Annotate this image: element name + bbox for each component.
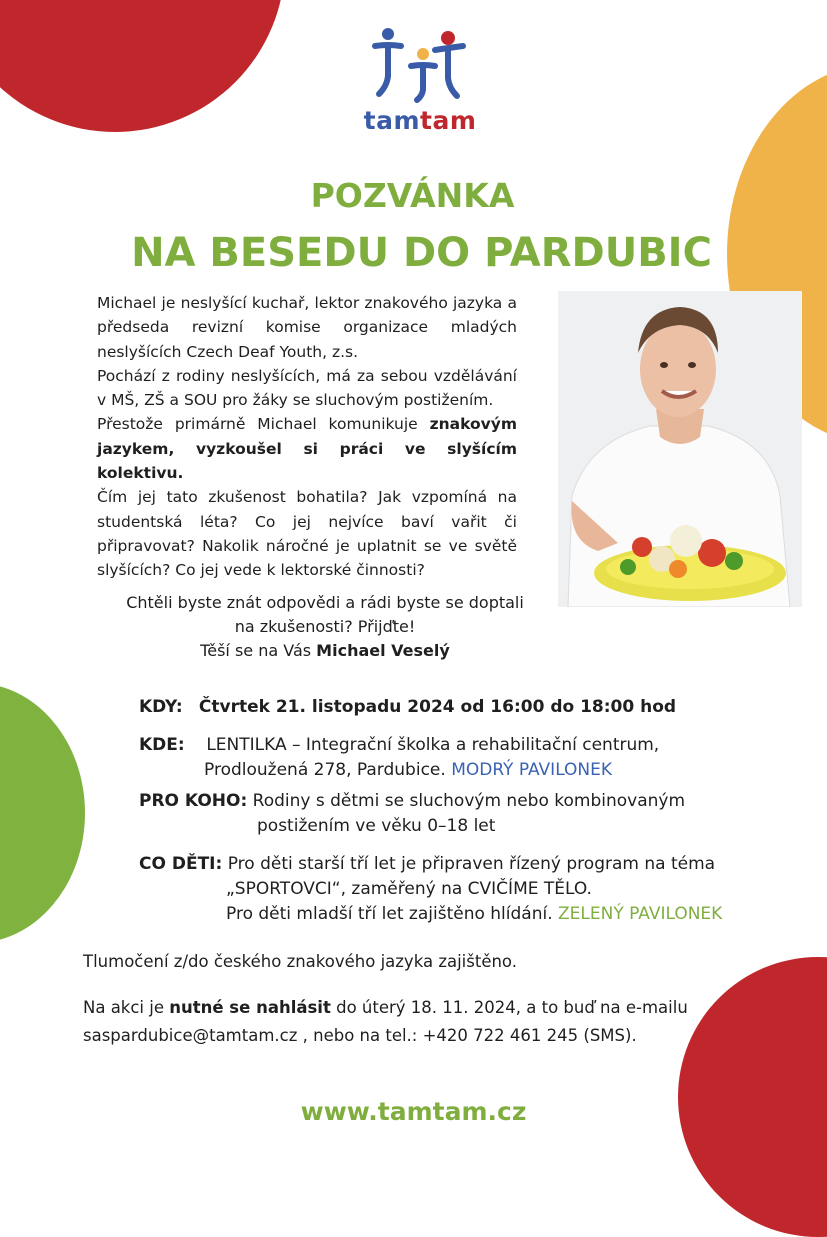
children-line-3: Pro děti mladší tří let zajištěno hlídání. xyxy=(226,904,559,924)
bio-paragraph-3: Přestože primárně Michael komunikuje znakovým jazykem, vyzkoušel si práci ve slyšícím kolektivu. xyxy=(97,415,517,483)
decor-circle-red-top-left xyxy=(0,0,285,132)
logo-wordmark: tamtam xyxy=(363,106,477,135)
bio-paragraph-1: Michael je neslyšící kuchař, lektor znakového jazyka a předseda revizní komise organizace mladých neslyšících Czech Deaf Youth, z.s. xyxy=(97,294,517,361)
contact-line: saspardubice@tamtam.cz , nebo na tel.: +420 722 461 245 (SMS). xyxy=(83,1026,637,1045)
speaker-photo xyxy=(558,291,802,607)
when-label: KDY: xyxy=(139,697,183,717)
info-children xyxy=(139,852,722,927)
where-line-2: Prodloužená 278, Pardubice. xyxy=(204,760,452,780)
children-pavilion: ZELENÝ PAVILONEK xyxy=(558,904,723,924)
info-for-whom xyxy=(139,789,685,839)
bio-paragraph-2: Pochází z rodiny neslyšících, má za sebou vzdělávání v MŠ, ZŠ a SOU pro žáky se sluchovým postižením. xyxy=(97,366,517,410)
info-where xyxy=(139,733,659,783)
when-value: Čtvrtek 21. listopadu 2024 od 16:00 do 18:00 hod xyxy=(198,697,677,717)
family-figures-icon xyxy=(355,24,485,106)
decor-circle-green-left xyxy=(0,683,85,943)
bio-paragraph-4: Čím jej tato zkušenost bohatila? Jak vzpomíná na studentská léta? Co jej nejvíce baví vařit či připravovat? Nakolik náročné je uplatnit se ve světě slyšících? Co jej vede k lektorské činnosti? xyxy=(97,488,517,580)
closing-text xyxy=(110,591,540,663)
children-line-1: Pro děti starší tří let je připraven řízený program na téma xyxy=(227,854,716,874)
tamtam-logo xyxy=(355,24,485,139)
registration-note: Na akci je nutné se nahlásit do úterý 18. 11. 2024, a to buď na e-mailu saspardubice@tamtam.cz , nebo na tel.: +420 722 461 245 (SMS). xyxy=(83,994,763,1050)
bio-text xyxy=(97,291,517,583)
where-pavilion: MODRÝ PAVILONEK xyxy=(451,760,613,780)
for-whom-label: PRO KOHO: xyxy=(139,791,248,811)
closing-line-1: Chtěli byste znát odpovědi a rádi byste se doptali xyxy=(126,593,524,612)
children-label: CO DĚTI: xyxy=(139,854,223,874)
interpreting-note: Tlumočení z/do českého znakového jazyka zajištěno. xyxy=(83,952,517,971)
closing-line-2: na zkušenosti? Přijďte! xyxy=(234,617,416,636)
website-link[interactable]: www.tamtam.cz xyxy=(300,1097,527,1126)
closing-line-3: Těší se na Vás Michael Veselý xyxy=(200,641,450,660)
children-line-2: „SPORTOVCI“, zaměřený na CVIČÍME TĚLO. xyxy=(226,879,592,899)
for-whom-line-1: Rodiny s dětmi se sluchovým nebo kombinovaným xyxy=(252,791,686,811)
page-title: POZVÁNKA xyxy=(310,176,515,215)
where-label: KDE: xyxy=(139,735,185,755)
page-subtitle: NA BESEDU DO PARDUBIC xyxy=(131,230,712,276)
where-line-1: LENTILKA – Integrační školka a rehabilitační centrum, xyxy=(206,735,660,755)
for-whom-line-2: postižením ve věku 0–18 let xyxy=(257,816,496,836)
info-when xyxy=(139,695,676,720)
